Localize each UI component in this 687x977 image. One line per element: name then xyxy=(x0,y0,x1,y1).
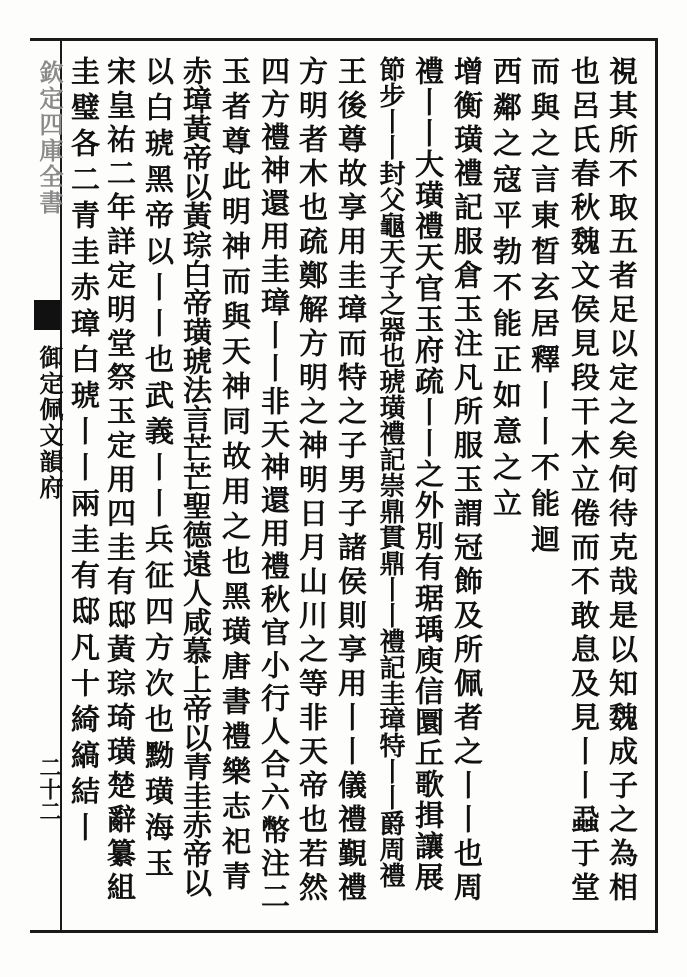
text-column: 四方禮神還用圭璋丨丨非天神還用禮秋官小行人合六幣注二 xyxy=(257,56,291,914)
text-column: 西鄰之寇平勃不能正如意之立 xyxy=(489,56,523,524)
text-column: 增衡璜禮記服倉玉注凡所服玉謂冠飾及所佩者之丨丨也周 xyxy=(450,56,484,906)
fishtail-mark xyxy=(34,300,60,330)
bottom-border xyxy=(30,930,658,933)
text-column: 玉者尊此明神而與天神同故用之也黑璜唐書禮樂志祀青 xyxy=(218,56,252,896)
text-column: 宋皇祐二年詳定明堂祭玉定用四圭有邸黃琮琦璜楚辭纂組 xyxy=(103,56,137,906)
top-border xyxy=(30,38,658,41)
text-column: 而與之言東晳玄居釋丨丨不能迴 xyxy=(527,56,561,560)
text-column: 禮丨丨大璜禮天官玉府疏丨丨之外別有琚瑀庾信圜丘歌揖讓展 xyxy=(411,56,445,893)
page-number: 二十二 xyxy=(36,756,62,822)
margin-title-faint: 欽定四庫全書 xyxy=(35,60,64,216)
text-column: 以白琥黑帝以丨丨也武義丨丨兵征四方次也黝璜海玉 xyxy=(141,56,175,884)
margin-title: 御定佩文韻府 xyxy=(35,345,64,501)
text-column: 節步丨丨封父龜天子之器也琥璜禮記崇鼎貫鼎丨丨禮記圭璋特丨丨爵周禮 xyxy=(375,56,405,888)
text-column: 也呂氏春秋魏文侯見段干木立倦而不敢息及見丨丨蝨于堂 xyxy=(567,56,601,906)
text-column: 赤璋黃帝以黃琮白帝璜琥法言芒芒聖德遠人咸慕上帝以青圭赤帝以 xyxy=(179,56,213,897)
text-column: 方明者木也疏鄭解方明之神明日月山川之等非天帝也若然 xyxy=(295,56,329,906)
right-border xyxy=(655,38,658,933)
text-column: 圭璧各二青圭赤璋白琥丨丨兩圭有邸凡十綺縞結丨 xyxy=(67,56,101,848)
text-column: 視其所不取五者足以定之矣何待克哉是以知魏成子之為相 xyxy=(605,56,639,906)
text-column: 王後尊故享用圭璋而特之子男子諸侯則享用丨丨儀禮覲禮 xyxy=(334,56,368,906)
